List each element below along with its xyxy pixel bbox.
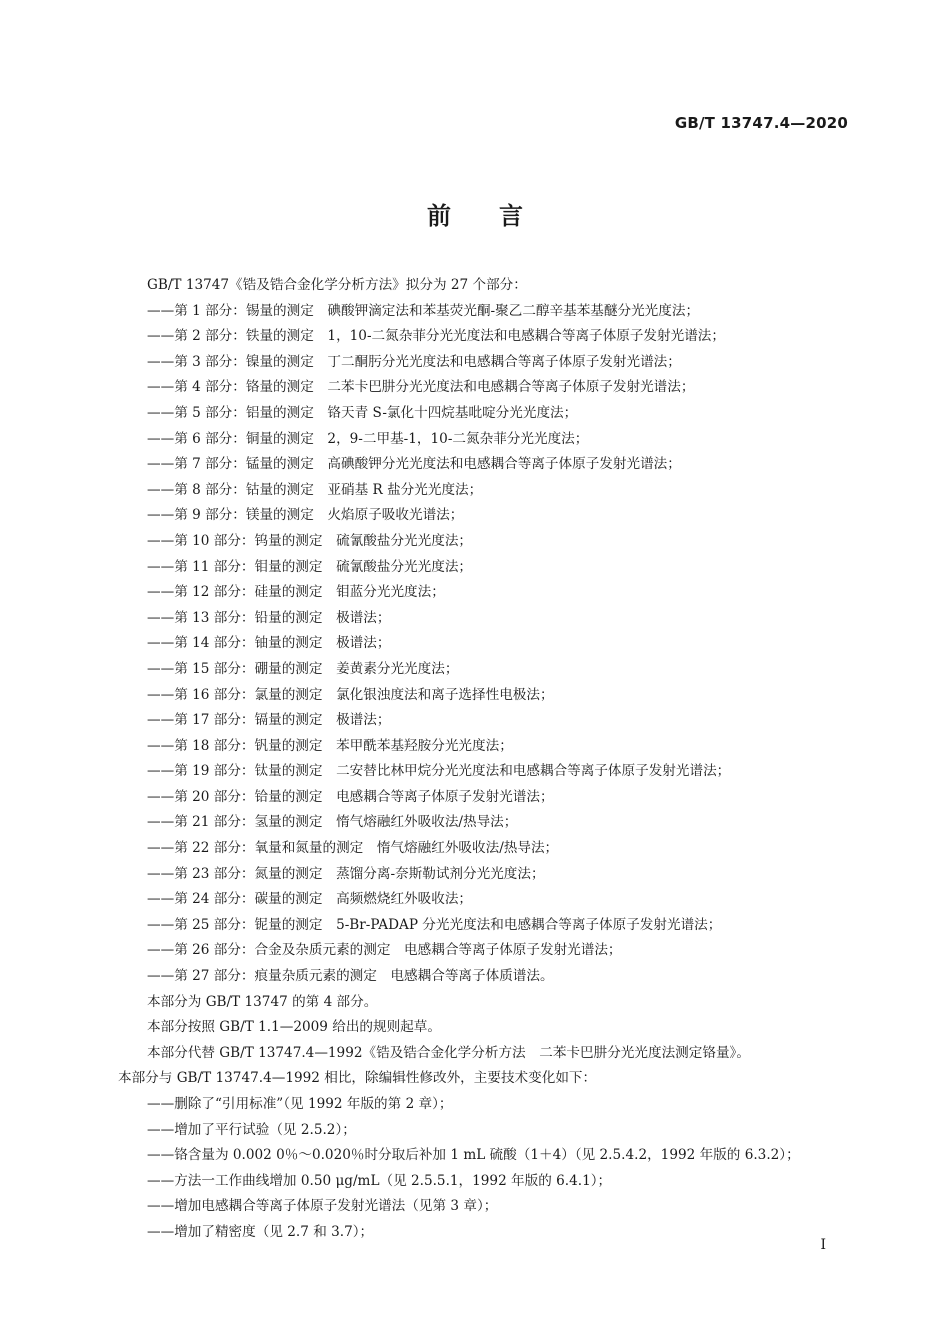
statement-3: 本部分代替 GB/T 13747.4—1992《锆及锆合金化学分析方法 二苯卡巴肼分光光度法测定铬量》。 — [147, 1044, 750, 1061]
part-list-item: ——第 8 部分：钴量的测定 亚硝基 R 盐分光光度法； — [147, 481, 483, 498]
page-number: I — [820, 1237, 826, 1253]
part-list-item: ——第 10 部分：钨量的测定 硫氰酸盐分光光度法； — [147, 532, 473, 549]
part-list-item: ——第 11 部分：钼量的测定 硫氰酸盐分光光度法； — [147, 558, 473, 575]
part-list-item: ——第 20 部分：铪量的测定 电感耦合等离子体原子发射光谱法； — [147, 788, 554, 805]
part-list-item: ——第 7 部分：锰量的测定 高碘酸钾分光光度法和电感耦合等离子体原子发射光谱法； — [147, 456, 681, 473]
part-list-item: ——第 14 部分：铀量的测定 极谱法； — [147, 635, 391, 652]
part-list-item: ——第 19 部分：钛量的测定 二安替比林甲烷分光光度法和电感耦合等离子体原子发射光谱法； — [147, 763, 731, 780]
part-list-item: ——第 12 部分：硅量的测定 钼蓝分光光度法； — [147, 584, 445, 601]
part-list-item: ——第 13 部分：铅量的测定 极谱法； — [147, 609, 391, 626]
part-list-item: ——第 5 部分：铝量的测定 铬天青 S-氯化十四烷基吡啶分光光度法； — [147, 404, 578, 421]
part-list-item: ——第 22 部分：氧量和氮量的测定 惰气熔融红外吸收法/热导法； — [147, 840, 559, 857]
foreword-body — [118, 273, 858, 1246]
change-list-item: ——增加电感耦合等离子体原子发射光谱法（见第 3 章）； — [147, 1198, 498, 1215]
intro-paragraph: GB/T 13747《锆及锆合金化学分析方法》拟分为 27 个部分： — [147, 277, 527, 293]
statement-1: 本部分为 GB/T 13747 的第 4 部分。 — [147, 993, 378, 1010]
change-list-item: ——增加了精密度（见 2.7 和 3.7）； — [147, 1223, 374, 1240]
part-list-item: ——第 21 部分：氢量的测定 惰气熔融红外吸收法/热导法； — [147, 814, 518, 831]
change-list-item: ——增加了平行试验（见 2.5.2）； — [147, 1121, 356, 1138]
parts-list — [118, 299, 858, 990]
title-char-2: 言 — [499, 202, 523, 230]
part-list-item: ——第 17 部分：镉量的测定 极谱法； — [147, 712, 391, 729]
change-list-item: ——方法一工作曲线增加 0.50 μg/mL（见 2.5.5.1，1992 年版的 6.4.1）； — [147, 1172, 612, 1189]
change-list-item: ——删除了“引用标准”（见 1992 年版的第 2 章）； — [147, 1096, 453, 1112]
part-list-item: ——第 3 部分：镍量的测定 丁二酮肟分光光度法和电感耦合等离子体原子发射光谱法； — [147, 353, 681, 370]
title-char-1: 前 — [427, 202, 451, 230]
part-list-item: ——第 25 部分：铌量的测定 5-Br-PADAP 分光光度法和电感耦合等离子体原子发射光谱法； — [147, 916, 722, 933]
part-list-item: ——第 27 部分：痕量杂质元素的测定 电感耦合等离子体质谱法。 — [147, 968, 554, 985]
part-list-item: ——第 4 部分：铬量的测定 二苯卡巴肼分光光度法和电感耦合等离子体原子发射光谱法； — [147, 379, 695, 396]
changes-list — [118, 1092, 858, 1246]
part-list-item: ——第 2 部分：铁量的测定 1，10-二氮杂菲分光光度法和电感耦合等离子体原子发射光谱法； — [147, 328, 725, 345]
part-list-item: ——第 24 部分：碳量的测定 高频燃烧红外吸收法； — [147, 891, 473, 908]
statement-2: 本部分按照 GB/T 1.1—2009 给出的规则起草。 — [147, 1019, 441, 1036]
change-list-item: ——铬含量为 0.002 0％～0.020％时分取后补加 1 mL 硫酸（1＋4）（见 2.5.4.2，1992 年版的 6.3.2）； — [147, 1147, 800, 1164]
part-list-item: ——第 15 部分：硼量的测定 姜黄素分光光度法； — [147, 660, 459, 677]
part-list-item: ——第 9 部分：镁量的测定 火焰原子吸收光谱法； — [147, 507, 464, 524]
part-list-item: ——第 18 部分：钒量的测定 苯甲酰苯基羟胺分光光度法； — [147, 737, 513, 754]
page-title — [0, 196, 950, 231]
part-list-item: ——第 16 部分：氯量的测定 氯化银浊度法和离子选择性电极法； — [147, 686, 554, 703]
part-list-item: ——第 6 部分：铜量的测定 2，9-二甲基-1，10-二氮杂菲分光光度法； — [147, 430, 589, 447]
standard-code: GB/T 13747.4—2020 — [674, 114, 848, 132]
part-list-item: ——第 23 部分：氮量的测定 蒸馏分离-奈斯勒试剂分光光度法； — [147, 865, 545, 882]
part-list-item: ——第 1 部分：锡量的测定 碘酸钾滴定法和苯基荧光酮-聚乙二醇辛基苯基醚分光光度法； — [147, 302, 700, 319]
changes-intro: 本部分与 GB/T 13747.4—1992 相比，除编辑性修改外，主要技术变化如下： — [118, 1070, 597, 1087]
part-list-item: ——第 26 部分：合金及杂质元素的测定 电感耦合等离子体原子发射光谱法； — [147, 942, 622, 959]
